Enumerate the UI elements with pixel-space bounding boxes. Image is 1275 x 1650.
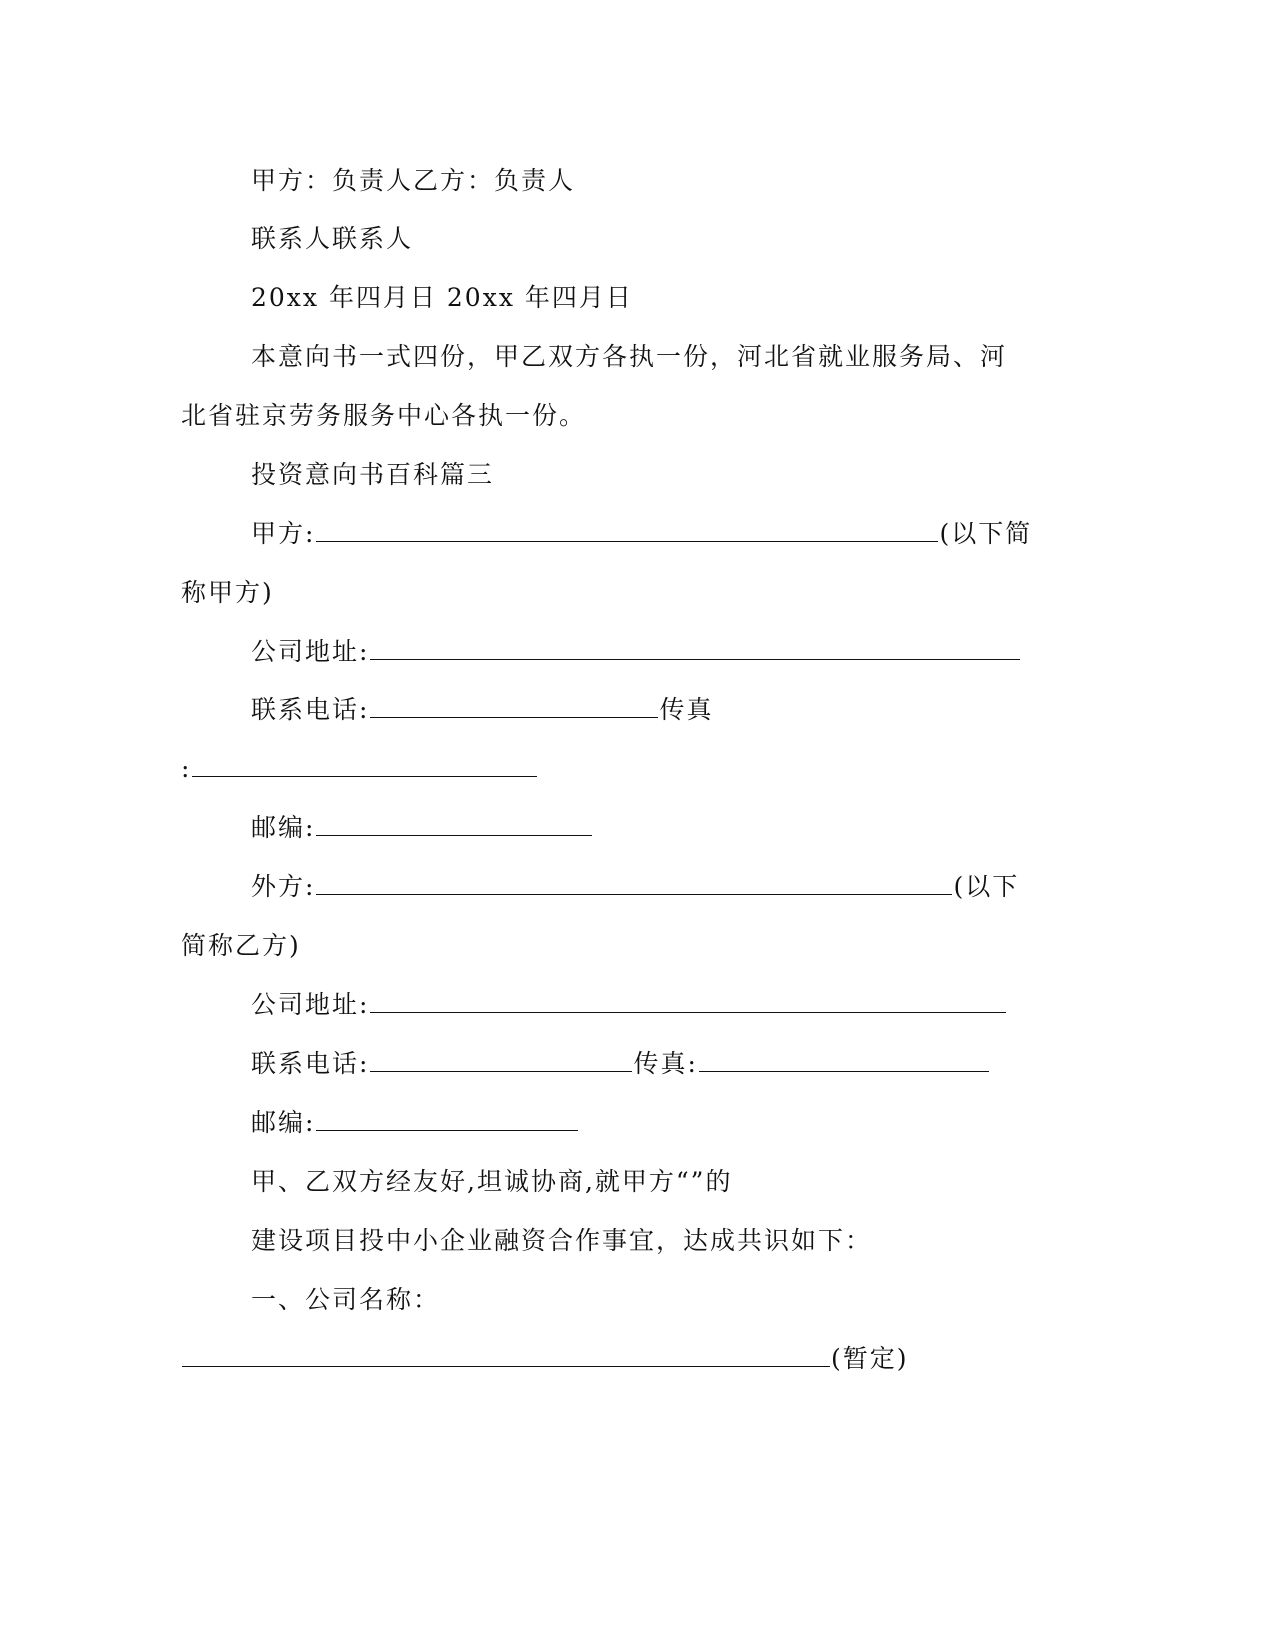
- party-a-address-label: 公司地址:: [251, 637, 370, 666]
- party-a-blank: [316, 519, 938, 542]
- party-a-phone-blank: [370, 695, 658, 718]
- negotiation-text: 甲、乙双方经友好,坦诚协商,就甲方“”的: [251, 1167, 733, 1196]
- copies-text-continued: 北省驻京劳务服务中心各执一份。: [181, 401, 587, 430]
- party-a-postcode-line: [251, 811, 593, 845]
- party-a-address-line: [251, 635, 1021, 669]
- company-name-line: [251, 1283, 440, 1317]
- party-a-postcode-label: 邮编:: [251, 813, 316, 842]
- party-a-line-continued: [181, 576, 274, 610]
- party-b-fax-blank: [699, 1049, 989, 1072]
- party-b-address-label: 公司地址:: [251, 990, 370, 1019]
- parties-responsible-line: [251, 164, 575, 198]
- party-a-fax-line: [181, 752, 538, 786]
- party-a-fax-blank: [192, 754, 537, 777]
- party-b-phone-line: [251, 1047, 990, 1081]
- consensus-text: 建设项目投中小企业融资合作事宜，达成共识如下：: [251, 1226, 873, 1255]
- party-b-label: 外方:: [251, 872, 316, 901]
- party-a-line: [251, 517, 1032, 551]
- party-a-alias-text: 称甲方): [181, 578, 274, 607]
- party-b-line: [251, 870, 1019, 904]
- company-name-tentative: (暂定): [831, 1344, 909, 1373]
- party-a-address-blank: [370, 637, 1020, 660]
- party-b-alias-text: 简称乙方): [181, 931, 301, 960]
- party-b-suffix: (以下: [953, 872, 1020, 901]
- party-a-fax-label: 传真: [659, 695, 714, 724]
- company-name-label: 一、公司名称：: [251, 1285, 441, 1314]
- party-a-fax-colon: :: [181, 754, 192, 783]
- copies-text: 本意向书一式四份，甲乙双方各执一份，河北省就业服务局、河: [251, 342, 1008, 371]
- party-b-address-line: [251, 988, 1007, 1022]
- copies-line: [251, 340, 1007, 374]
- section-heading: [251, 458, 494, 492]
- company-name-blank: [182, 1344, 830, 1367]
- party-b-fax-label: 传真:: [633, 1049, 698, 1078]
- party-b-phone-label: 联系电话:: [251, 1049, 370, 1078]
- date-line: [251, 281, 633, 315]
- copies-line-continued: [181, 399, 586, 433]
- party-a-phone-line: [251, 693, 713, 727]
- party-b-address-blank: [370, 990, 1006, 1013]
- negotiation-line: [251, 1165, 732, 1199]
- company-name-blank-line: [181, 1342, 909, 1376]
- section-heading-text: 投资意向书百科篇三: [251, 460, 495, 489]
- party-a-label: 甲方:: [251, 519, 316, 548]
- party-a-phone-label: 联系电话:: [251, 695, 370, 724]
- party-a-postcode-blank: [316, 813, 592, 836]
- party-b-line-continued: [181, 929, 301, 963]
- parties-responsible-text: 甲方：负责人乙方：负责人: [251, 166, 576, 195]
- contact-person-line: [251, 222, 413, 256]
- contact-person-text: 联系人联系人: [251, 224, 414, 253]
- party-a-suffix: (以下简: [939, 519, 1033, 548]
- party-b-blank: [316, 872, 952, 895]
- date-text: 20xx 年四月日 20xx 年四月日: [251, 283, 633, 312]
- party-b-phone-blank: [370, 1049, 632, 1072]
- party-b-postcode-blank: [316, 1108, 578, 1131]
- consensus-line: [251, 1224, 872, 1258]
- party-b-postcode-label: 邮编:: [251, 1108, 316, 1137]
- party-b-postcode-line: [251, 1106, 579, 1140]
